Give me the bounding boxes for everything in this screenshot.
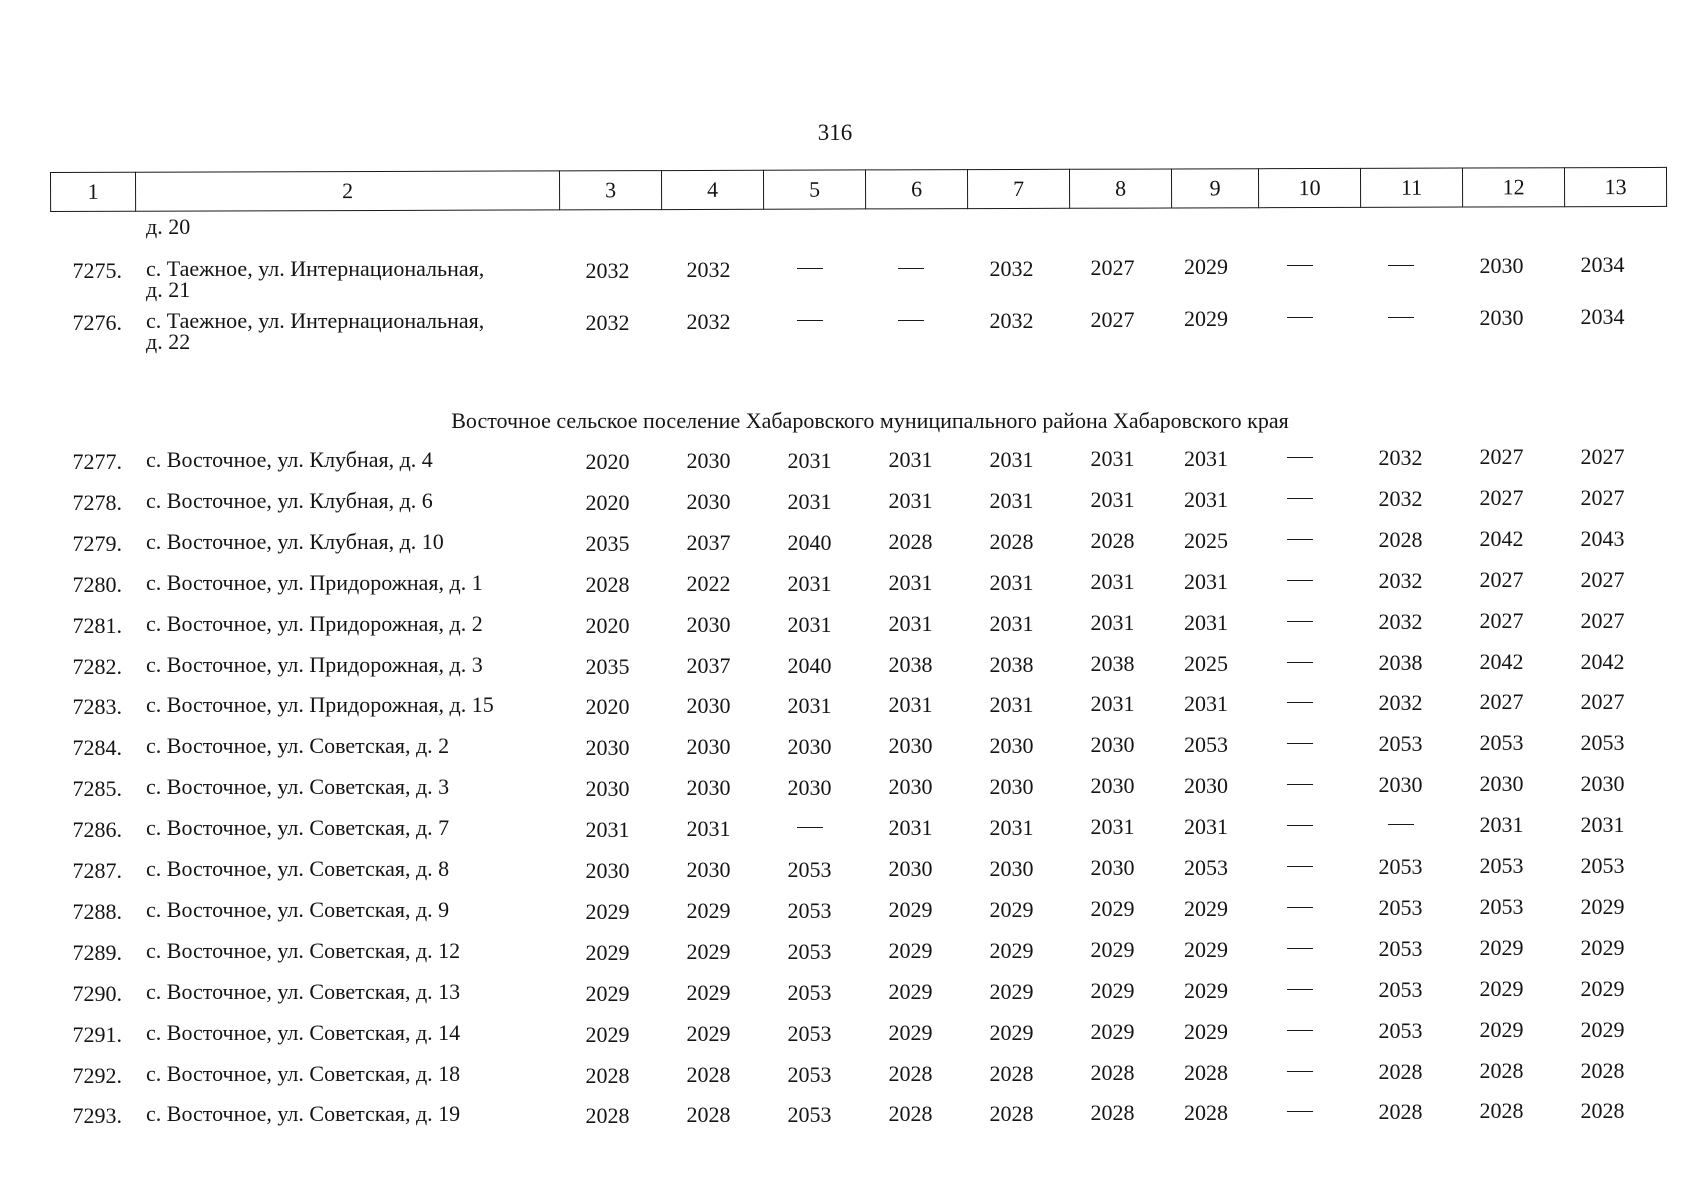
year-value: 2028 [1090,1100,1135,1126]
year-value: 2029 [686,1021,731,1047]
year-value: 2030 [1378,771,1423,797]
year-value: 2022 [686,571,731,597]
year-value: 2029 [989,937,1034,963]
year-value: 2027 [1090,307,1135,332]
address-line-1: с. Таежное, ул. Интернациональная, [146,308,485,333]
year-value: 2028 [686,1062,731,1088]
year-value: 2030 [1184,772,1228,798]
empty-value-dash [1255,895,1345,921]
year-value: 2029 [686,939,731,965]
year-value: 2029 [1184,977,1228,1003]
year-value: 2020 [585,490,630,515]
empty-value-dash [866,308,956,334]
header-row [51,167,1667,211]
year-value: 2031 [989,691,1034,717]
year-value: 2027 [1479,444,1524,470]
year-value: 2042 [1479,526,1524,552]
year-value: 2030 [1479,771,1524,797]
year-value: 2031 [989,814,1034,840]
row-address: с. Восточное, ул. Советская, д. 8 [146,856,450,881]
header-col-10: 10 [1258,168,1360,207]
row-number: 7280. [72,572,122,597]
header-col-1: 1 [51,172,136,211]
year-value: 2032 [1378,567,1423,593]
row-number: 7284. [72,735,122,760]
year-value: 2029 [1479,935,1524,961]
header-col-13: 13 [1564,167,1666,206]
year-value: 2029 [1580,975,1625,1001]
table-row [0,304,1701,354]
year-value: 2032 [686,309,731,335]
year-value: 2029 [888,1020,933,1046]
year-value: 2030 [989,732,1034,758]
year-value: 2053 [1378,935,1423,961]
empty-value-dash [1255,854,1345,880]
row-number: 7282. [72,654,122,679]
empty-value-dash [1255,445,1345,471]
year-value: 2032 [1378,689,1423,715]
year-value: 2032 [585,310,630,335]
table-row [0,566,1701,606]
year-value: 2030 [585,735,630,760]
row-number: 7288. [72,899,122,924]
year-value: 2053 [1479,894,1524,920]
year-value: 2028 [686,1102,731,1128]
year-value: 2029 [1184,936,1228,962]
empty-value-dash [1255,254,1345,280]
year-value: 2029 [1580,934,1625,960]
year-value: 2053 [1479,853,1524,879]
year-value: 2029 [888,938,933,964]
year-value: 2028 [888,529,933,555]
empty-value-dash [1255,731,1345,757]
table-row [0,688,1701,728]
year-value: 2029 [1184,254,1228,280]
year-value: 2030 [686,448,731,474]
year-value: 2029 [888,897,933,923]
page-number: 316 [817,120,853,145]
table-row [0,607,1701,647]
year-value: 2029 [585,940,630,965]
year-value: 2035 [585,531,630,556]
year-value: 2027 [1580,607,1625,633]
year-value: 2030 [585,776,630,801]
row-address: с. Восточное, ул. Клубная, д. 4 [146,447,433,472]
row-address: с. Восточное, ул. Придорожная, д. 2 [146,611,483,636]
empty-value-dash [1255,609,1345,635]
row-number: 7290. [72,981,122,1006]
year-value: 2038 [1090,651,1135,677]
year-value: 2028 [1479,1058,1524,1084]
table-row [0,443,1701,483]
year-value: 2031 [1479,812,1524,838]
row-address: с. Восточное, ул. Советская, д. 19 [146,1101,461,1126]
year-value: 2031 [787,488,832,514]
header-col-7: 7 [967,169,1069,208]
table-row [0,648,1701,688]
row-number: 7289. [72,940,122,965]
year-value: 2053 [1378,976,1423,1002]
year-value: 2030 [888,856,933,882]
year-value: 2042 [1580,648,1625,674]
address-line-1: с. Таежное, ул. Интернациональная, [146,256,485,281]
year-value: 2029 [585,981,630,1006]
year-value: 2034 [1580,304,1625,329]
year-value: 2031 [787,447,832,473]
year-value: 2029 [686,980,731,1006]
row-number: 7276. [72,310,122,335]
empty-value-dash [1255,690,1345,716]
year-value: 2027 [1090,255,1135,280]
header-col-4: 4 [661,170,763,209]
table-row [0,525,1701,565]
header-col-2: 2 [136,171,560,211]
year-value: 2031 [1184,568,1228,594]
year-value: 2031 [1184,445,1228,471]
year-value: 2029 [1479,976,1524,1002]
year-value: 2031 [787,692,832,718]
row-number: 7286. [72,817,122,842]
empty-value-dash [1255,306,1345,332]
year-value: 2028 [1580,1057,1625,1083]
year-value: 2031 [888,815,933,841]
row-number: 7285. [72,776,122,801]
year-value: 2031 [1090,569,1135,595]
year-value: 2029 [1580,1016,1625,1042]
year-value: 2031 [1184,813,1228,839]
year-value: 2027 [1479,567,1524,593]
year-value: 2031 [888,570,933,596]
year-value: 2030 [787,733,832,759]
year-value: 2053 [787,1101,832,1127]
year-value: 2032 [989,307,1034,333]
table-row [0,1016,1701,1056]
year-value: 2037 [686,653,731,679]
year-value: 2030 [1090,732,1135,758]
year-value: 2053 [1184,731,1228,757]
empty-value-dash [1255,568,1345,594]
year-value: 2028 [1479,1098,1524,1124]
row-number: 7283. [72,694,122,719]
year-value: 2053 [787,938,832,964]
year-value: 2029 [989,978,1034,1004]
year-value: 2028 [1580,1097,1625,1123]
year-value: 2028 [1090,1060,1135,1086]
empty-value-dash [1255,1059,1345,1085]
year-value: 2030 [686,775,731,801]
row-address: с. Восточное, ул. Советская, д. 18 [146,1061,461,1086]
empty-value-dash [1356,305,1446,331]
year-value: 2030 [989,855,1034,881]
year-value: 2027 [1580,443,1625,469]
year-value: 2028 [585,1103,630,1128]
year-value: 2029 [585,899,630,924]
empty-value-dash [1255,977,1345,1003]
year-value: 2032 [585,258,630,283]
row-number: 7287. [72,858,122,883]
row-number: 7279. [72,531,122,556]
year-value: 2030 [686,857,731,883]
year-value: 2053 [787,897,832,923]
year-value: 2028 [585,572,630,597]
year-value: 2029 [888,979,933,1005]
empty-value-dash [1356,253,1446,279]
year-value: 2053 [1184,854,1228,880]
year-value: 2029 [1090,896,1135,922]
year-value: 2031 [888,488,933,514]
year-value: 2029 [1479,1017,1524,1043]
year-value: 2027 [1479,485,1524,511]
year-value: 2020 [585,694,630,719]
year-value: 2029 [585,1022,630,1047]
year-value: 2030 [686,734,731,760]
year-value: 2028 [888,1061,933,1087]
year-value: 2028 [1090,528,1135,554]
table-row [0,852,1701,892]
empty-value-dash [1255,486,1345,512]
table-row [0,893,1701,933]
year-value: 2040 [787,529,832,555]
row-number: 7292. [72,1063,122,1088]
year-value: 2053 [787,979,832,1005]
empty-value-dash [765,257,855,283]
row-address: с. Восточное, ул. Советская, д. 12 [146,938,461,963]
year-value: 2028 [1378,526,1423,552]
year-value: 2030 [1090,855,1135,881]
year-value: 2031 [1090,814,1135,840]
year-value: 2031 [1580,811,1625,837]
year-value: 2030 [1580,770,1625,796]
year-value: 2025 [1184,650,1228,676]
year-value: 2032 [1378,608,1423,634]
year-value: 2035 [585,654,630,679]
year-value: 2028 [989,1100,1034,1126]
header-col-9: 9 [1171,169,1258,208]
empty-value-dash [1255,527,1345,553]
year-value: 2031 [888,611,933,637]
table-row [0,252,1701,302]
year-value: 2031 [888,692,933,718]
year-value: 2029 [989,1019,1034,1045]
year-value: 2053 [1479,730,1524,756]
year-value: 2030 [787,774,832,800]
year-value: 2031 [989,569,1034,595]
row-number: 7293. [72,1103,122,1128]
address-line-2: д. 22 [146,329,191,354]
year-value: 2030 [888,774,933,800]
year-value: 2032 [1378,485,1423,511]
year-value: 2038 [989,651,1034,677]
carryover-address-fragment: д. 20 [146,214,191,239]
year-value: 2029 [989,896,1034,922]
table-row [0,811,1701,851]
row-address [146,310,484,352]
year-value: 2053 [1580,729,1625,755]
header-col-3: 3 [559,171,661,210]
year-value: 2028 [1378,1058,1423,1084]
year-value: 2028 [989,1060,1034,1086]
year-value: 2053 [787,1020,832,1046]
table-row [0,1097,1701,1137]
year-value: 2031 [1090,610,1135,636]
address-line-2: д. 21 [146,277,191,302]
year-value: 2031 [989,446,1034,472]
empty-value-dash [1255,1099,1345,1125]
year-value: 2027 [1479,608,1524,634]
header-col-6: 6 [865,170,967,209]
year-value: 2031 [686,816,731,842]
year-value: 2030 [1090,773,1135,799]
row-number: 7275. [72,258,122,283]
year-value: 2031 [1184,486,1228,512]
row-address: с. Восточное, ул. Советская, д. 7 [146,815,450,840]
empty-value-dash [1255,936,1345,962]
row-address: с. Восточное, ул. Придорожная, д. 1 [146,570,483,595]
year-value: 2053 [1378,853,1423,879]
row-number: 7291. [72,1022,122,1047]
year-value: 2034 [1580,252,1625,277]
row-address: с. Восточное, ул. Советская, д. 9 [146,897,450,922]
year-value: 2031 [989,487,1034,513]
row-address: с. Восточное, ул. Придорожная, д. 3 [146,652,483,677]
row-address: с. Восточное, ул. Советская, д. 13 [146,979,461,1004]
row-address: с. Восточное, ул. Придорожная, д. 15 [146,692,494,717]
column-number-header [50,167,1667,212]
year-value: 2032 [989,255,1034,281]
year-value: 2038 [888,652,933,678]
year-value: 2031 [787,570,832,596]
empty-value-dash [1255,813,1345,839]
row-number: 7277. [72,449,122,474]
year-value: 2031 [585,817,630,842]
year-value: 2053 [1378,894,1423,920]
year-value: 2030 [686,612,731,638]
year-value: 2031 [888,447,933,473]
year-value: 2029 [1184,1018,1228,1044]
year-value: 2030 [1479,304,1524,330]
year-value: 2028 [1184,1059,1228,1085]
empty-value-dash [866,256,956,282]
year-value: 2029 [1580,893,1625,919]
year-value: 2031 [787,611,832,637]
year-value: 2037 [686,530,731,556]
row-address: с. Восточное, ул. Клубная, д. 6 [146,488,433,513]
year-value: 2053 [787,1061,832,1087]
row-address: с. Восточное, ул. Советская, д. 2 [146,733,450,758]
year-value: 2040 [787,652,832,678]
year-value: 2031 [1090,691,1135,717]
year-value: 2031 [1184,609,1228,635]
year-value: 2029 [1090,1019,1135,1045]
row-address [146,258,484,300]
row-address: с. Восточное, ул. Советская, д. 14 [146,1020,461,1045]
empty-value-dash [1255,772,1345,798]
year-value: 2029 [686,898,731,924]
year-value: 2027 [1479,689,1524,715]
year-value: 2053 [787,856,832,882]
year-value: 2053 [1580,852,1625,878]
table-row [0,729,1701,769]
empty-value-dash [765,816,855,842]
year-value: 2031 [1090,446,1135,472]
empty-value-dash [1255,650,1345,676]
table-row [0,484,1701,524]
year-value: 2028 [1184,1099,1228,1125]
year-value: 2027 [1580,688,1625,714]
header-col-8: 8 [1069,169,1171,208]
empty-value-dash [765,309,855,335]
year-value: 2030 [585,858,630,883]
year-value: 2029 [1184,895,1228,921]
row-number: 7278. [72,490,122,515]
row-number: 7281. [72,613,122,638]
year-value: 2030 [1479,252,1524,278]
row-address: с. Восточное, ул. Клубная, д. 10 [146,529,444,554]
year-value: 2020 [585,613,630,638]
row-address: с. Восточное, ул. Советская, д. 3 [146,774,450,799]
year-value: 2053 [1378,1017,1423,1043]
table-row [0,1057,1701,1097]
year-value: 2030 [888,733,933,759]
empty-value-dash [1255,1018,1345,1044]
header-col-11: 11 [1360,168,1462,207]
year-value: 2030 [686,489,731,515]
year-value: 2031 [1184,690,1228,716]
table-row [0,975,1701,1015]
year-value: 2030 [989,773,1034,799]
year-value: 2028 [989,528,1034,554]
year-value: 2029 [1090,937,1135,963]
year-value: 2028 [1378,1098,1423,1124]
header-col-12: 12 [1462,168,1564,207]
year-value: 2029 [1184,306,1228,332]
year-value: 2053 [1378,730,1423,756]
year-value: 2025 [1184,527,1228,553]
year-value: 2038 [1378,649,1423,675]
year-value: 2020 [585,449,630,474]
year-value: 2031 [1090,487,1135,513]
year-value: 2027 [1580,566,1625,592]
empty-value-dash [1356,813,1446,839]
year-value: 2042 [1479,649,1524,675]
section-title: Восточное сельское поселение Хабаровского муниципального района Хабаровского края [451,408,1289,433]
header-col-5: 5 [763,170,865,209]
year-value: 2031 [989,610,1034,636]
table-row [0,934,1701,974]
year-value: 2028 [888,1101,933,1127]
year-value: 2028 [585,1063,630,1088]
year-value: 2030 [686,693,731,719]
year-value: 2029 [1090,978,1135,1004]
year-value: 2027 [1580,484,1625,510]
year-value: 2032 [686,257,731,283]
year-value: 2032 [1378,444,1423,470]
year-value: 2043 [1580,525,1625,551]
table-row [0,770,1701,810]
